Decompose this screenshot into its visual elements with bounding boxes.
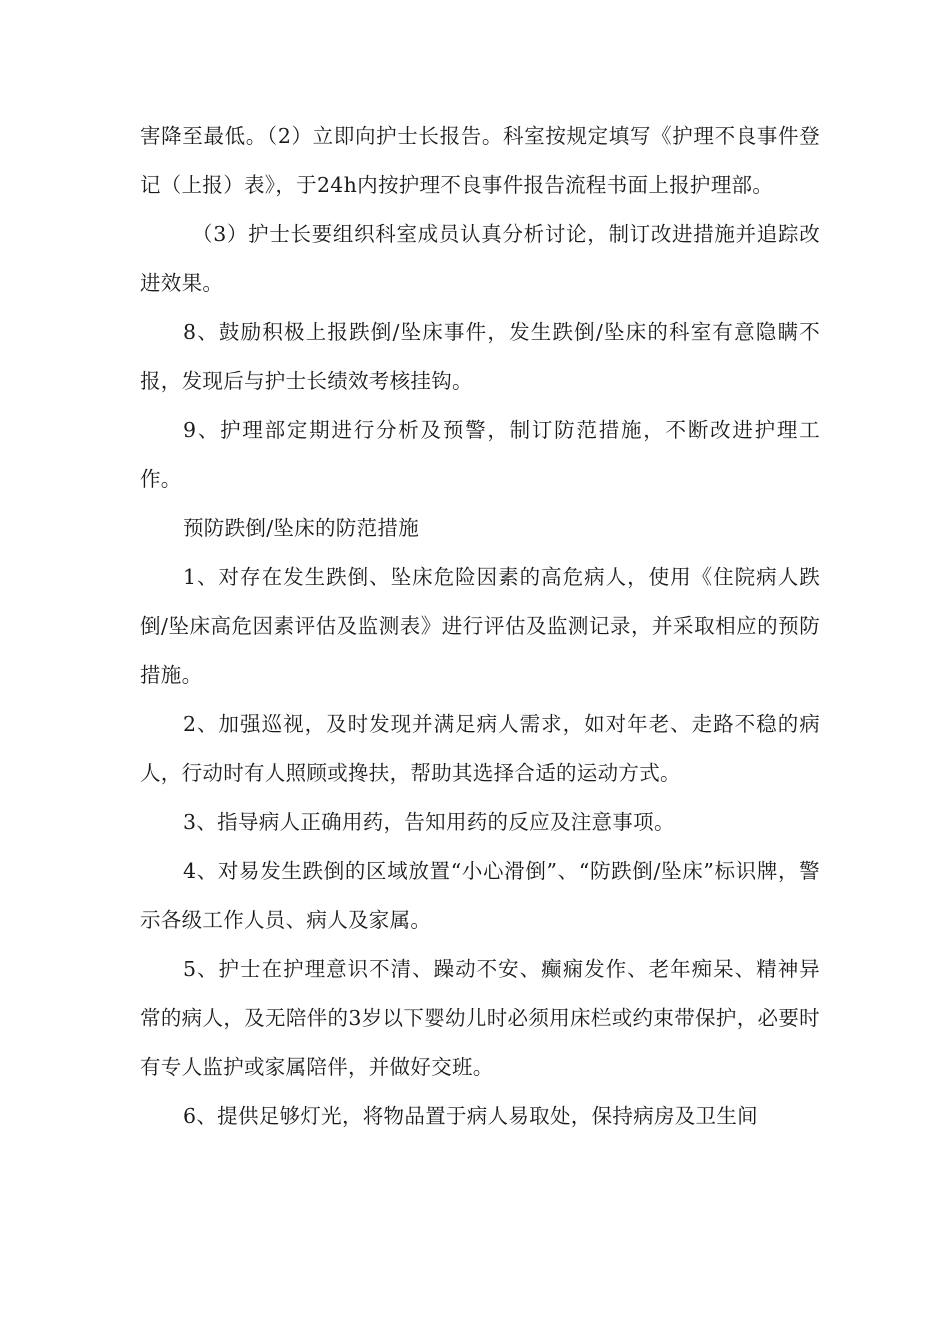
paragraph-measure-1: 1、对存在发生跌倒、坠床危险因素的高危病人，使用《住院病人跌倒/坠床高危因素评估及监测表》进行评估及监测记录，并采取相应的预防措施。 xyxy=(140,565,820,687)
section-heading: 预防跌倒/坠床的防范措施 xyxy=(183,516,420,540)
paragraph-item-9: 9、护理部定期进行分析及预警，制订防范措施，不断改进护理工作。 xyxy=(140,418,820,491)
paragraph-item-8: 8、鼓励积极上报跌倒/坠床事件，发生跌倒/坠床的科室有意隐瞒不报，发现后与护士长绩效考核挂钩。 xyxy=(140,320,820,393)
paragraph-measure-5: 5、护士在护理意识不清、躁动不安、癫痫发作、老年痴呆、精神异常的病人，及无陪伴的3岁以下婴幼儿时必须用床栏或约束带保护，必要时有专人监护或家属陪伴，并做好交班。 xyxy=(140,957,820,1079)
paragraph-continuation: 害降至最低。（2）立即向护士长报告。科室按规定填写《护理不良事件登记（上报）表》，于24h内按护理不良事件报告流程书面上报护理部。 xyxy=(140,124,820,197)
paragraph-item-3: （3）护士长要组织科室成员认真分析讨论，制订改进措施并追踪改进效果。 xyxy=(140,222,820,295)
paragraph-measure-3: 3、指导病人正确用药，告知用药的反应及注意事项。 xyxy=(183,810,675,834)
document-body xyxy=(140,112,820,1141)
paragraph-measure-2: 2、加强巡视，及时发现并满足病人需求，如对年老、走路不稳的病人，行动时有人照顾或搀扶，帮助其选择合适的运动方式。 xyxy=(140,712,820,785)
paragraph-measure-6: 6、提供足够灯光，将物品置于病人易取处，保持病房及卫生间 xyxy=(183,1104,758,1128)
paragraph-measure-4: 4、对易发生跌倒的区域放置“小心滑倒”、“防跌倒/坠床”标识牌，警示各级工作人员、病人及家属。 xyxy=(140,859,820,932)
